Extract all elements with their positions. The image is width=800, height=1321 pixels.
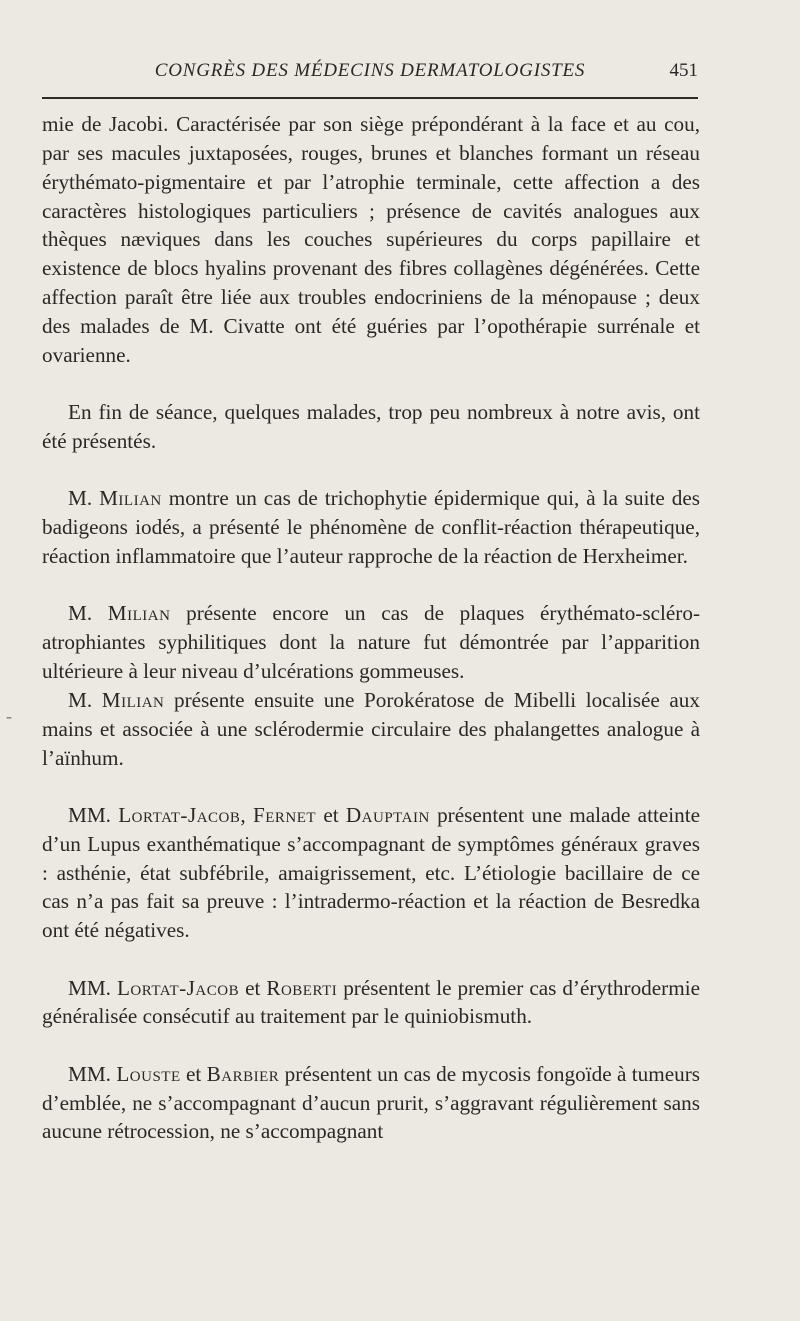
paragraph: [42, 686, 700, 773]
paragraph-text: M.: [68, 687, 102, 712]
paragraph-text: MM.: [68, 1061, 117, 1086]
author-name: Louste: [116, 1061, 181, 1086]
author-name: Lortat-Jacob: [116, 975, 240, 1000]
author-name: Fernet: [252, 802, 317, 827]
paragraph-text: MM.: [68, 802, 119, 827]
body-text: [42, 110, 700, 1146]
paragraph-text: M.: [68, 486, 100, 511]
paragraph-text: M.: [68, 601, 108, 626]
paragraph-text: et: [316, 802, 346, 827]
author-name: Lortat-Jacob: [118, 802, 241, 827]
author-name: Milian: [101, 687, 165, 712]
paragraph-text: mie de Jacobi. Caractérisée par son siège prépondérant à la face et au cou, par ses macules juxtaposées, rouges, brunes et blanches formant un réseau érythémato-pigmentaire et par l’atrophie terminale, cette affection a des caractères histologiques particuliers ; présence de cavités analogues aux thèques næviques dans les couches supérieures du corps papillaire et existence de blocs hyalins provenant des fibres collagènes dégénérées. Cette affection paraît être liée aux troubles endocriniens de la ménopause ; deux des malades de M. Civatte ont été guéries par l’opothérapie surrénale et ovarienne.: [42, 112, 700, 367]
paragraph-text: présentent un cas de mycosis fongoïde à tumeurs d’emblée, ne s’accompagnant d’aucun prurit, s’aggravant régulièrement sans aucune rétrocession, ne s’accompagnant: [42, 1061, 701, 1144]
page-number: 451: [669, 60, 698, 81]
author-name: Milian: [107, 601, 171, 626]
author-name: Milian: [99, 486, 162, 511]
author-name: Dauptain: [345, 802, 430, 827]
paragraph: [42, 398, 700, 456]
header-rule: [42, 97, 698, 99]
paragraph-text: et: [180, 1061, 207, 1086]
paragraph-text: ,: [240, 802, 253, 827]
author-name: Barbier: [206, 1061, 280, 1086]
paragraph: [42, 974, 700, 1032]
paragraph-text: présente encore un cas de plaques érythémato-scléro-atrophiantes syphilitiques dont la nature fut démontrée par l’apparition ultérieure à leur niveau d’ulcérations gommeuses.: [42, 601, 700, 683]
paragraph-text: MM.: [68, 975, 117, 1000]
paragraph: [42, 484, 700, 571]
paragraph-text: En fin de séance, quelques malades, trop peu nombreux à notre avis, ont été présentés.: [42, 400, 700, 453]
paragraph-text: et: [239, 975, 267, 1000]
paragraph-text: présentent une malade atteinte d’un Lupus exanthématique s’accompagnant de symptômes généraux graves : asthénie, état subfébrile, amaigrissement, etc. L’étiologie bacillaire de ce cas n’a pas fait sa preuve : l’intradermo-réaction et la réaction de Besredka ont été négatives.: [42, 802, 701, 943]
paragraph: [42, 801, 700, 945]
paragraph: [42, 110, 700, 370]
paragraph: [42, 599, 700, 686]
running-head: [42, 58, 698, 88]
paragraph-text: présente ensuite une Porokératose de Mibelli localisée aux mains et associée à une sclérodermie circulaire des phalangettes analogue à l’aïnhum.: [42, 687, 700, 770]
margin-mark: -: [6, 706, 12, 726]
paragraph-text: présentent le premier cas d’érythrodermie généralisée consécutif au traitement par le quiniobismuth.: [42, 975, 700, 1029]
running-title: CONGRÈS DES MÉDECINS DERMATOLOGISTES: [154, 60, 586, 81]
paragraph: [42, 1060, 700, 1147]
paragraph-text: montre un cas de trichophytie épidermique qui, à la suite des badigeons iodés, a présenté le phénomène de conflit-réaction thérapeutique, réaction inflammatoire que l’auteur rapproche de la réaction de Herxheimer.: [42, 486, 701, 568]
author-name: Roberti: [266, 975, 338, 1000]
